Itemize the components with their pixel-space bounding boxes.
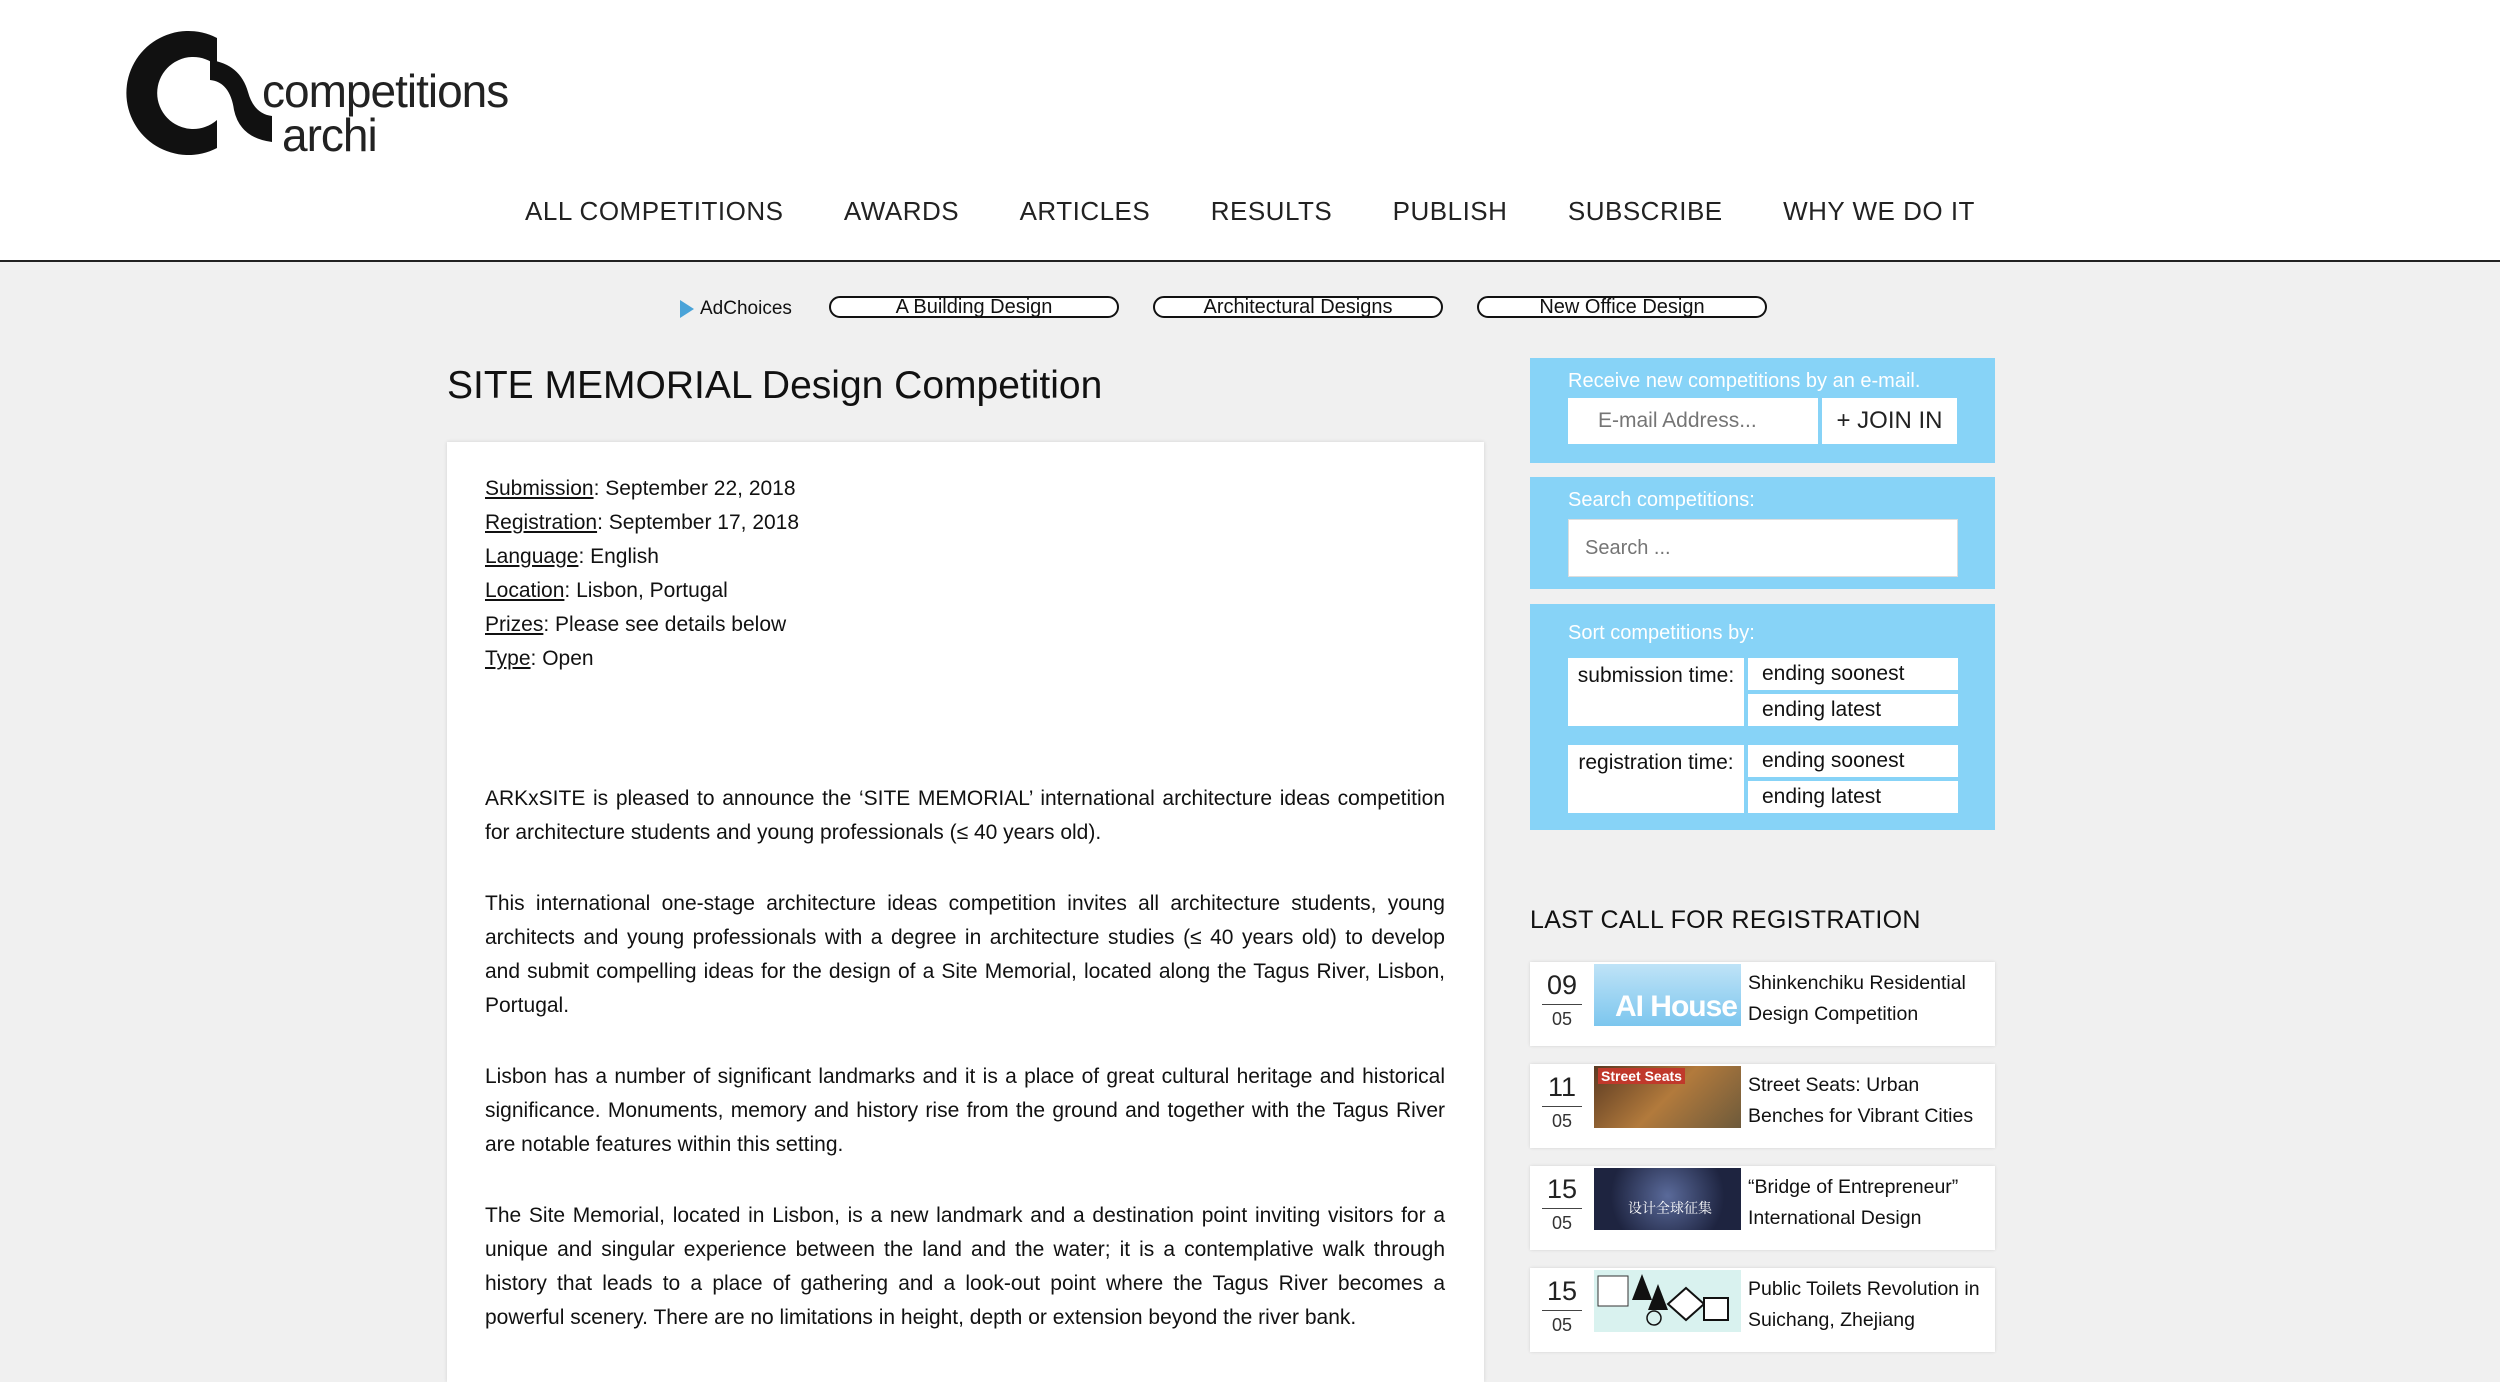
meta-key: Location <box>485 579 565 602</box>
item-day: 11 <box>1547 1072 1577 1102</box>
meta-key: Registration <box>485 511 598 534</box>
sort-submission-ending-latest[interactable]: ending latest <box>1748 694 1958 726</box>
item-date <box>1538 1070 1586 1132</box>
meta-key: Language <box>485 545 579 568</box>
ad-row <box>0 296 2500 326</box>
ad-button-architectural-designs[interactable]: Architectural Designs <box>1153 296 1443 318</box>
nav-why-we-do-it[interactable]: WHY WE DO IT <box>1783 196 1975 226</box>
sort-box <box>1530 604 1995 830</box>
item-title[interactable]: Shinkenchiku Residential Design Competition <box>1748 972 1966 1025</box>
item-month: 05 <box>1551 1009 1573 1029</box>
item-thumbnail[interactable] <box>1594 1168 1741 1230</box>
meta-location <box>485 574 799 608</box>
item-day: 09 <box>1546 970 1578 1000</box>
last-call-item[interactable] <box>1530 1268 1995 1352</box>
email-field[interactable] <box>1568 398 1818 444</box>
sort-submission-time-label: submission time: <box>1568 658 1744 726</box>
item-thumbnail[interactable] <box>1594 964 1741 1026</box>
item-month: 05 <box>1551 1111 1573 1131</box>
meta-value: : Lisbon, Portugal <box>564 579 728 602</box>
item-month: 05 <box>1551 1315 1573 1335</box>
item-day: 15 <box>1546 1174 1578 1204</box>
logo-mark-icon <box>122 20 282 160</box>
nav-publish[interactable]: PUBLISH <box>1392 196 1508 226</box>
article-body <box>485 782 1445 1372</box>
nav-awards[interactable]: AWARDS <box>843 196 960 226</box>
page-title: SITE MEMORIAL Design Competition <box>447 364 1103 407</box>
meta-value: : Please see details below <box>543 613 787 636</box>
item-date <box>1538 1274 1586 1336</box>
nav-subscribe[interactable]: SUBSCRIBE <box>1567 196 1723 226</box>
sort-label: Sort competitions by: <box>1568 622 1755 644</box>
logo-text-competitions: competitions <box>262 65 509 117</box>
nav-articles[interactable]: ARTICLES <box>1019 196 1151 226</box>
meta-value: : September 17, 2018 <box>597 511 800 534</box>
item-date <box>1538 968 1586 1030</box>
meta-prizes <box>485 608 799 642</box>
logo-text-archi: archi <box>282 109 377 161</box>
nav-all-competitions[interactable]: ALL COMPETITIONS <box>525 196 784 226</box>
last-call-heading: LAST CALL FOR REGISTRATION <box>1530 906 1921 934</box>
item-day: 15 <box>1546 1276 1578 1306</box>
item-thumbnail[interactable] <box>1594 1066 1741 1128</box>
ad-button-new-office-design[interactable]: New Office Design <box>1477 296 1767 318</box>
meta-language <box>485 540 799 574</box>
meta-type <box>485 642 799 676</box>
thumb-text: AI House <box>1614 990 1737 1023</box>
meta-value: : English <box>578 545 659 568</box>
article-paragraph: ARKxSITE is pleased to announce the ‘SITE MEMORIAL’ international architecture ideas competition for architecture students and young professionals (≤ 40 years old). <box>485 787 1445 844</box>
newsletter-label: Receive new competitions by an e-mail. <box>1568 370 1921 392</box>
meta-key: Submission <box>485 477 594 500</box>
competition-meta <box>485 472 799 676</box>
site-logo[interactable] <box>122 20 509 161</box>
article-paragraph: The Site Memorial, located in Lisbon, is a new landmark and a destination point inviting visitors for a unique and singular experience between the land and the water; it is a contemplative walk through history that leads to a place of gathering and a look-out point where the Tagus River becomes a powerful scenery. There are no limitations in height, depth or extension beyond the river bank. <box>485 1204 1445 1329</box>
ad-button-building-design[interactable]: A Building Design <box>829 296 1119 318</box>
search-box <box>1530 477 1995 589</box>
item-title[interactable]: Public Toilets Revolution in Suichang, Zhejiang <box>1748 1278 1980 1331</box>
adchoices-link[interactable] <box>680 298 792 320</box>
last-call-item[interactable] <box>1530 1064 1995 1148</box>
sort-registration-time-label: registration time: <box>1568 745 1744 813</box>
last-call-item[interactable] <box>1530 962 1995 1046</box>
meta-key: Prizes <box>485 613 544 636</box>
item-title[interactable]: “Bridge of Entrepreneur” International Design <box>1748 1176 1959 1229</box>
sort-registration-ending-latest[interactable]: ending latest <box>1748 781 1958 813</box>
house-illustration-icon <box>1594 1270 1741 1332</box>
item-date <box>1538 1172 1586 1234</box>
article-paragraph: Lisbon has a number of significant landmarks and it is a place of great cultural heritage and historical significance. Monuments, memory and history rise from the ground and together with the Tagus River are notable features within this setting. <box>485 1065 1445 1156</box>
meta-value: : September 22, 2018 <box>593 477 796 500</box>
adchoices-label: AdChoices <box>700 298 792 319</box>
search-label: Search competitions: <box>1568 489 1755 511</box>
thumb-text: 设计全球征集 <box>1628 1200 1712 1216</box>
search-input[interactable] <box>1568 519 1958 577</box>
item-title[interactable]: Street Seats: Urban Benches for Vibrant Cities <box>1748 1074 1974 1127</box>
join-in-button[interactable]: + JOIN IN <box>1822 398 1957 444</box>
meta-registration <box>485 506 799 540</box>
meta-value: : Open <box>530 647 594 670</box>
site-header <box>0 0 2500 262</box>
main-nav <box>0 196 2500 227</box>
thumb-text: Street Seats <box>1598 1068 1685 1084</box>
sort-registration-ending-soonest[interactable]: ending soonest <box>1748 745 1958 777</box>
item-thumbnail[interactable] <box>1594 1270 1741 1332</box>
last-call-item[interactable] <box>1530 1166 1995 1250</box>
article-paragraph: This international one-stage architecture ideas competition invites all architecture students, young architects and young professionals with a degree in architecture studies (≤ 40 years old) to develop and submit compelling ideas for the design of a Site Memorial, located along the Tagus River, Lisbon, Portugal. <box>485 892 1445 1017</box>
item-month: 05 <box>1551 1213 1573 1233</box>
nav-results[interactable]: RESULTS <box>1210 196 1333 226</box>
sort-submission-ending-soonest[interactable]: ending soonest <box>1748 658 1958 690</box>
newsletter-box <box>1530 358 1995 463</box>
meta-submission <box>485 472 799 506</box>
meta-key: Type <box>485 647 531 670</box>
adchoices-icon <box>680 300 694 318</box>
article-card <box>447 442 1484 1382</box>
